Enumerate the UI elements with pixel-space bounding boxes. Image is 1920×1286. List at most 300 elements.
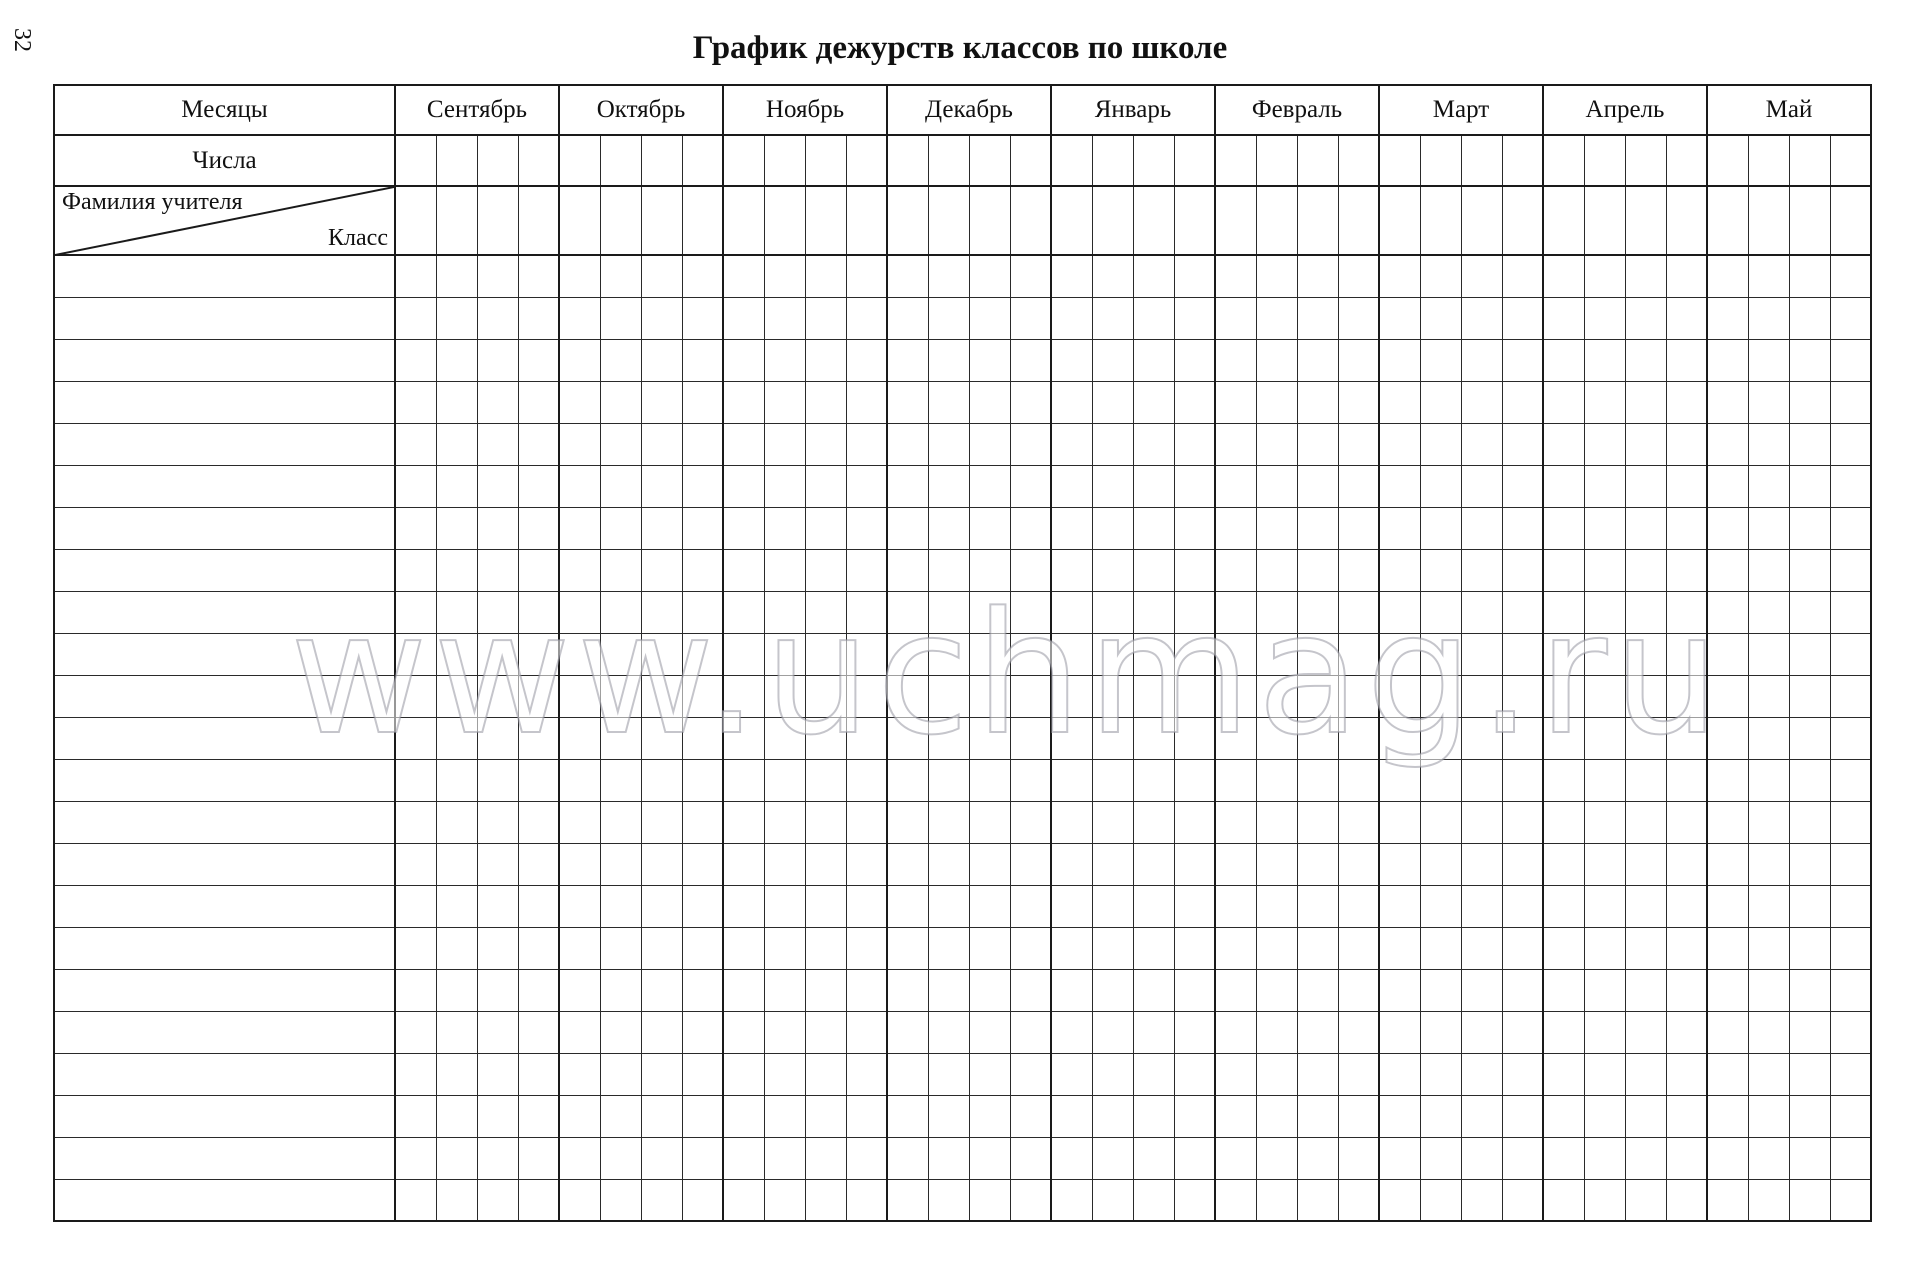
schedule-cell[interactable] xyxy=(1215,255,1256,297)
schedule-cell[interactable] xyxy=(1748,675,1789,717)
schedule-cell[interactable] xyxy=(1379,843,1420,885)
schedule-cell[interactable] xyxy=(1830,255,1871,297)
schedule-cell[interactable] xyxy=(887,843,928,885)
schedule-cell[interactable] xyxy=(682,969,723,1011)
schedule-cell[interactable] xyxy=(682,1179,723,1221)
schedule-cell[interactable] xyxy=(1379,801,1420,843)
schedule-cell[interactable] xyxy=(641,633,682,675)
schedule-cell[interactable] xyxy=(1461,423,1502,465)
schedule-cell[interactable] xyxy=(1092,1053,1133,1095)
schedule-cell[interactable] xyxy=(477,381,518,423)
schedule-cell[interactable] xyxy=(1256,927,1297,969)
schedule-cell[interactable] xyxy=(1010,969,1051,1011)
schedule-cell[interactable] xyxy=(1297,1011,1338,1053)
schedule-cell[interactable] xyxy=(641,465,682,507)
schedule-cell[interactable] xyxy=(1420,507,1461,549)
schedule-cell[interactable] xyxy=(1584,1137,1625,1179)
schedule-cell[interactable] xyxy=(764,591,805,633)
schedule-cell[interactable] xyxy=(559,423,600,465)
schedule-cell[interactable] xyxy=(1092,969,1133,1011)
schedule-cell[interactable] xyxy=(1707,465,1748,507)
schedule-cell[interactable] xyxy=(764,759,805,801)
schedule-cell[interactable] xyxy=(1338,843,1379,885)
schedule-cell[interactable] xyxy=(805,885,846,927)
schedule-cell[interactable] xyxy=(1789,549,1830,591)
schedule-cell[interactable] xyxy=(1174,507,1215,549)
schedule-cell[interactable] xyxy=(1461,885,1502,927)
schedule-cell[interactable] xyxy=(805,255,846,297)
schedule-cell[interactable] xyxy=(1502,633,1543,675)
schedule-cell[interactable] xyxy=(436,186,477,255)
schedule-cell[interactable] xyxy=(641,717,682,759)
schedule-cell[interactable] xyxy=(1092,507,1133,549)
schedule-cell[interactable] xyxy=(1625,801,1666,843)
schedule-cell[interactable] xyxy=(641,843,682,885)
schedule-cell[interactable] xyxy=(395,843,436,885)
schedule-cell[interactable] xyxy=(1051,549,1092,591)
schedule-cell[interactable] xyxy=(1461,339,1502,381)
schedule-cell[interactable] xyxy=(1215,591,1256,633)
schedule-cell[interactable] xyxy=(1502,1137,1543,1179)
schedule-cell[interactable] xyxy=(1010,675,1051,717)
schedule-cell[interactable] xyxy=(1543,507,1584,549)
schedule-cell[interactable] xyxy=(1502,717,1543,759)
schedule-cell[interactable] xyxy=(1297,1179,1338,1221)
schedule-cell[interactable] xyxy=(1707,1179,1748,1221)
teacher-name-cell[interactable] xyxy=(54,1011,395,1053)
schedule-cell[interactable] xyxy=(436,297,477,339)
schedule-cell[interactable] xyxy=(805,297,846,339)
schedule-cell[interactable] xyxy=(518,297,559,339)
schedule-cell[interactable] xyxy=(764,1011,805,1053)
schedule-cell[interactable] xyxy=(641,1137,682,1179)
schedule-cell[interactable] xyxy=(723,507,764,549)
schedule-cell[interactable] xyxy=(1543,927,1584,969)
schedule-cell[interactable] xyxy=(559,633,600,675)
schedule-cell[interactable] xyxy=(518,717,559,759)
schedule-cell[interactable] xyxy=(1461,1137,1502,1179)
schedule-cell[interactable] xyxy=(1010,255,1051,297)
schedule-cell[interactable] xyxy=(436,843,477,885)
schedule-cell[interactable] xyxy=(1174,969,1215,1011)
schedule-cell[interactable] xyxy=(764,801,805,843)
schedule-cell[interactable] xyxy=(1748,1053,1789,1095)
schedule-cell[interactable] xyxy=(641,507,682,549)
schedule-cell[interactable] xyxy=(1666,1053,1707,1095)
schedule-cell[interactable] xyxy=(1297,969,1338,1011)
schedule-cell[interactable] xyxy=(1215,885,1256,927)
schedule-cell[interactable] xyxy=(1338,1011,1379,1053)
schedule-cell[interactable] xyxy=(1133,255,1174,297)
schedule-cell[interactable] xyxy=(1297,927,1338,969)
schedule-cell[interactable] xyxy=(928,1011,969,1053)
schedule-cell[interactable] xyxy=(395,1179,436,1221)
schedule-cell[interactable] xyxy=(1010,549,1051,591)
schedule-cell[interactable] xyxy=(1461,297,1502,339)
schedule-cell[interactable] xyxy=(1256,759,1297,801)
schedule-cell[interactable] xyxy=(600,969,641,1011)
schedule-cell[interactable] xyxy=(1461,549,1502,591)
schedule-cell[interactable] xyxy=(1461,927,1502,969)
schedule-cell[interactable] xyxy=(928,633,969,675)
schedule-cell[interactable] xyxy=(969,969,1010,1011)
schedule-cell[interactable] xyxy=(969,675,1010,717)
schedule-cell[interactable] xyxy=(1748,843,1789,885)
schedule-cell[interactable] xyxy=(1789,843,1830,885)
schedule-cell[interactable] xyxy=(600,927,641,969)
schedule-cell[interactable] xyxy=(1215,633,1256,675)
schedule-cell[interactable] xyxy=(1666,1095,1707,1137)
schedule-cell[interactable] xyxy=(805,465,846,507)
schedule-cell[interactable] xyxy=(1748,1011,1789,1053)
schedule-cell[interactable] xyxy=(641,255,682,297)
schedule-cell[interactable] xyxy=(600,339,641,381)
schedule-cell[interactable] xyxy=(1707,339,1748,381)
schedule-cell[interactable] xyxy=(1461,381,1502,423)
schedule-cell[interactable] xyxy=(1051,507,1092,549)
schedule-cell[interactable] xyxy=(1215,1179,1256,1221)
schedule-cell[interactable] xyxy=(559,591,600,633)
schedule-cell[interactable] xyxy=(682,339,723,381)
schedule-cell[interactable] xyxy=(1379,759,1420,801)
schedule-cell[interactable] xyxy=(1502,507,1543,549)
schedule-cell[interactable] xyxy=(723,1011,764,1053)
schedule-cell[interactable] xyxy=(395,927,436,969)
schedule-cell[interactable] xyxy=(1420,759,1461,801)
schedule-cell[interactable] xyxy=(1666,591,1707,633)
schedule-cell[interactable] xyxy=(969,927,1010,969)
schedule-cell[interactable] xyxy=(1420,1053,1461,1095)
schedule-cell[interactable] xyxy=(1625,675,1666,717)
schedule-cell[interactable] xyxy=(1789,507,1830,549)
schedule-cell[interactable] xyxy=(1543,1179,1584,1221)
schedule-cell[interactable] xyxy=(1420,423,1461,465)
schedule-cell[interactable] xyxy=(559,549,600,591)
schedule-cell[interactable] xyxy=(1543,381,1584,423)
schedule-cell[interactable] xyxy=(764,135,805,186)
schedule-cell[interactable] xyxy=(1379,633,1420,675)
schedule-cell[interactable] xyxy=(1338,423,1379,465)
schedule-cell[interactable] xyxy=(846,1011,887,1053)
schedule-cell[interactable] xyxy=(887,801,928,843)
schedule-cell[interactable] xyxy=(1338,1137,1379,1179)
schedule-cell[interactable] xyxy=(1092,717,1133,759)
schedule-cell[interactable] xyxy=(1461,591,1502,633)
schedule-cell[interactable] xyxy=(395,297,436,339)
schedule-cell[interactable] xyxy=(1789,1053,1830,1095)
schedule-cell[interactable] xyxy=(477,255,518,297)
schedule-cell[interactable] xyxy=(1133,801,1174,843)
schedule-cell[interactable] xyxy=(1215,1053,1256,1095)
schedule-cell[interactable] xyxy=(641,297,682,339)
schedule-cell[interactable] xyxy=(723,255,764,297)
schedule-cell[interactable] xyxy=(969,1011,1010,1053)
schedule-cell[interactable] xyxy=(1297,675,1338,717)
schedule-cell[interactable] xyxy=(764,549,805,591)
schedule-cell[interactable] xyxy=(723,1053,764,1095)
schedule-cell[interactable] xyxy=(1748,465,1789,507)
schedule-cell[interactable] xyxy=(1215,801,1256,843)
schedule-cell[interactable] xyxy=(559,507,600,549)
schedule-cell[interactable] xyxy=(764,186,805,255)
schedule-cell[interactable] xyxy=(1666,717,1707,759)
schedule-cell[interactable] xyxy=(641,1011,682,1053)
schedule-cell[interactable] xyxy=(1133,591,1174,633)
schedule-cell[interactable] xyxy=(436,1095,477,1137)
schedule-cell[interactable] xyxy=(1010,1179,1051,1221)
schedule-cell[interactable] xyxy=(1256,1011,1297,1053)
schedule-cell[interactable] xyxy=(559,1011,600,1053)
schedule-cell[interactable] xyxy=(969,759,1010,801)
schedule-cell[interactable] xyxy=(887,339,928,381)
schedule-cell[interactable] xyxy=(1297,885,1338,927)
schedule-cell[interactable] xyxy=(846,675,887,717)
schedule-cell[interactable] xyxy=(518,759,559,801)
schedule-cell[interactable] xyxy=(1625,1137,1666,1179)
schedule-cell[interactable] xyxy=(1666,135,1707,186)
schedule-cell[interactable] xyxy=(846,1179,887,1221)
schedule-cell[interactable] xyxy=(764,633,805,675)
schedule-cell[interactable] xyxy=(1379,549,1420,591)
schedule-cell[interactable] xyxy=(1379,186,1420,255)
schedule-cell[interactable] xyxy=(1256,465,1297,507)
schedule-cell[interactable] xyxy=(846,1137,887,1179)
schedule-cell[interactable] xyxy=(928,255,969,297)
schedule-cell[interactable] xyxy=(1830,1011,1871,1053)
schedule-cell[interactable] xyxy=(1461,675,1502,717)
schedule-cell[interactable] xyxy=(1256,423,1297,465)
schedule-cell[interactable] xyxy=(436,927,477,969)
schedule-cell[interactable] xyxy=(846,591,887,633)
schedule-cell[interactable] xyxy=(1666,381,1707,423)
schedule-cell[interactable] xyxy=(723,759,764,801)
schedule-cell[interactable] xyxy=(600,591,641,633)
schedule-cell[interactable] xyxy=(1379,381,1420,423)
schedule-cell[interactable] xyxy=(969,297,1010,339)
schedule-cell[interactable] xyxy=(1420,381,1461,423)
schedule-cell[interactable] xyxy=(1092,801,1133,843)
schedule-cell[interactable] xyxy=(518,675,559,717)
schedule-cell[interactable] xyxy=(1789,339,1830,381)
schedule-cell[interactable] xyxy=(969,843,1010,885)
schedule-cell[interactable] xyxy=(1338,549,1379,591)
schedule-cell[interactable] xyxy=(1338,633,1379,675)
schedule-cell[interactable] xyxy=(1625,885,1666,927)
schedule-cell[interactable] xyxy=(518,591,559,633)
schedule-cell[interactable] xyxy=(723,423,764,465)
schedule-cell[interactable] xyxy=(1584,633,1625,675)
schedule-cell[interactable] xyxy=(1051,633,1092,675)
schedule-cell[interactable] xyxy=(436,549,477,591)
schedule-cell[interactable] xyxy=(846,465,887,507)
schedule-cell[interactable] xyxy=(1625,465,1666,507)
schedule-cell[interactable] xyxy=(1584,801,1625,843)
schedule-cell[interactable] xyxy=(1010,339,1051,381)
schedule-cell[interactable] xyxy=(969,423,1010,465)
schedule-cell[interactable] xyxy=(518,507,559,549)
schedule-cell[interactable] xyxy=(1666,297,1707,339)
schedule-cell[interactable] xyxy=(1543,969,1584,1011)
schedule-cell[interactable] xyxy=(1584,759,1625,801)
schedule-cell[interactable] xyxy=(1338,1053,1379,1095)
schedule-cell[interactable] xyxy=(1297,843,1338,885)
schedule-cell[interactable] xyxy=(1789,717,1830,759)
schedule-cell[interactable] xyxy=(1297,339,1338,381)
schedule-cell[interactable] xyxy=(723,1179,764,1221)
schedule-cell[interactable] xyxy=(1420,1011,1461,1053)
schedule-cell[interactable] xyxy=(1461,717,1502,759)
schedule-cell[interactable] xyxy=(1420,927,1461,969)
schedule-cell[interactable] xyxy=(436,969,477,1011)
schedule-cell[interactable] xyxy=(1051,297,1092,339)
schedule-cell[interactable] xyxy=(1707,675,1748,717)
schedule-cell[interactable] xyxy=(436,591,477,633)
schedule-cell[interactable] xyxy=(1092,591,1133,633)
schedule-cell[interactable] xyxy=(805,549,846,591)
schedule-cell[interactable] xyxy=(805,1137,846,1179)
schedule-cell[interactable] xyxy=(1051,186,1092,255)
schedule-cell[interactable] xyxy=(969,801,1010,843)
schedule-cell[interactable] xyxy=(846,135,887,186)
schedule-cell[interactable] xyxy=(1010,465,1051,507)
schedule-cell[interactable] xyxy=(1174,1011,1215,1053)
schedule-cell[interactable] xyxy=(1502,1095,1543,1137)
schedule-cell[interactable] xyxy=(723,339,764,381)
schedule-cell[interactable] xyxy=(1625,1095,1666,1137)
schedule-cell[interactable] xyxy=(1789,759,1830,801)
schedule-cell[interactable] xyxy=(1830,927,1871,969)
schedule-cell[interactable] xyxy=(887,1011,928,1053)
schedule-cell[interactable] xyxy=(1379,135,1420,186)
schedule-cell[interactable] xyxy=(1707,591,1748,633)
schedule-cell[interactable] xyxy=(1256,633,1297,675)
schedule-cell[interactable] xyxy=(1707,969,1748,1011)
schedule-cell[interactable] xyxy=(723,1095,764,1137)
schedule-cell[interactable] xyxy=(1215,297,1256,339)
schedule-cell[interactable] xyxy=(1379,1053,1420,1095)
schedule-cell[interactable] xyxy=(518,549,559,591)
schedule-cell[interactable] xyxy=(1010,843,1051,885)
schedule-cell[interactable] xyxy=(1133,186,1174,255)
schedule-cell[interactable] xyxy=(1338,1095,1379,1137)
schedule-cell[interactable] xyxy=(846,549,887,591)
schedule-cell[interactable] xyxy=(1133,1137,1174,1179)
schedule-cell[interactable] xyxy=(682,801,723,843)
schedule-cell[interactable] xyxy=(1379,339,1420,381)
schedule-cell[interactable] xyxy=(1215,927,1256,969)
schedule-cell[interactable] xyxy=(846,507,887,549)
schedule-cell[interactable] xyxy=(518,885,559,927)
schedule-cell[interactable] xyxy=(1543,1095,1584,1137)
schedule-cell[interactable] xyxy=(1420,1095,1461,1137)
schedule-cell[interactable] xyxy=(1502,135,1543,186)
schedule-cell[interactable] xyxy=(1092,843,1133,885)
schedule-cell[interactable] xyxy=(559,969,600,1011)
schedule-cell[interactable] xyxy=(764,297,805,339)
schedule-cell[interactable] xyxy=(682,549,723,591)
schedule-cell[interactable] xyxy=(436,717,477,759)
schedule-cell[interactable] xyxy=(395,591,436,633)
schedule-cell[interactable] xyxy=(1092,381,1133,423)
schedule-cell[interactable] xyxy=(764,255,805,297)
schedule-cell[interactable] xyxy=(764,969,805,1011)
schedule-cell[interactable] xyxy=(559,381,600,423)
schedule-cell[interactable] xyxy=(1174,549,1215,591)
schedule-cell[interactable] xyxy=(1666,1179,1707,1221)
schedule-cell[interactable] xyxy=(477,717,518,759)
schedule-cell[interactable] xyxy=(1010,507,1051,549)
schedule-cell[interactable] xyxy=(600,885,641,927)
teacher-name-cell[interactable] xyxy=(54,1179,395,1221)
schedule-cell[interactable] xyxy=(928,885,969,927)
schedule-cell[interactable] xyxy=(1502,591,1543,633)
schedule-cell[interactable] xyxy=(1748,381,1789,423)
schedule-cell[interactable] xyxy=(1830,759,1871,801)
schedule-cell[interactable] xyxy=(600,465,641,507)
schedule-cell[interactable] xyxy=(682,1137,723,1179)
schedule-cell[interactable] xyxy=(395,717,436,759)
schedule-cell[interactable] xyxy=(764,507,805,549)
schedule-cell[interactable] xyxy=(1420,465,1461,507)
schedule-cell[interactable] xyxy=(1174,927,1215,969)
schedule-cell[interactable] xyxy=(1502,339,1543,381)
schedule-cell[interactable] xyxy=(1256,339,1297,381)
schedule-cell[interactable] xyxy=(887,507,928,549)
schedule-cell[interactable] xyxy=(1338,885,1379,927)
schedule-cell[interactable] xyxy=(518,1011,559,1053)
schedule-cell[interactable] xyxy=(1338,759,1379,801)
teacher-name-cell[interactable] xyxy=(54,339,395,381)
schedule-cell[interactable] xyxy=(1830,969,1871,1011)
schedule-cell[interactable] xyxy=(1830,297,1871,339)
schedule-cell[interactable] xyxy=(1051,843,1092,885)
schedule-cell[interactable] xyxy=(477,297,518,339)
schedule-cell[interactable] xyxy=(1543,255,1584,297)
schedule-cell[interactable] xyxy=(1543,675,1584,717)
schedule-cell[interactable] xyxy=(1133,297,1174,339)
schedule-cell[interactable] xyxy=(1051,423,1092,465)
schedule-cell[interactable] xyxy=(1748,1137,1789,1179)
schedule-cell[interactable] xyxy=(846,801,887,843)
schedule-cell[interactable] xyxy=(887,297,928,339)
schedule-cell[interactable] xyxy=(1789,1137,1830,1179)
schedule-cell[interactable] xyxy=(846,927,887,969)
schedule-cell[interactable] xyxy=(1051,339,1092,381)
schedule-cell[interactable] xyxy=(436,423,477,465)
schedule-cell[interactable] xyxy=(805,381,846,423)
schedule-cell[interactable] xyxy=(1051,591,1092,633)
schedule-cell[interactable] xyxy=(1051,1053,1092,1095)
schedule-cell[interactable] xyxy=(764,1179,805,1221)
schedule-cell[interactable] xyxy=(395,1095,436,1137)
schedule-cell[interactable] xyxy=(1830,465,1871,507)
schedule-cell[interactable] xyxy=(600,423,641,465)
schedule-cell[interactable] xyxy=(846,297,887,339)
schedule-cell[interactable] xyxy=(682,507,723,549)
schedule-cell[interactable] xyxy=(518,969,559,1011)
schedule-cell[interactable] xyxy=(559,339,600,381)
schedule-cell[interactable] xyxy=(1256,135,1297,186)
schedule-cell[interactable] xyxy=(600,381,641,423)
schedule-cell[interactable] xyxy=(436,339,477,381)
schedule-cell[interactable] xyxy=(1051,801,1092,843)
schedule-cell[interactable] xyxy=(477,591,518,633)
schedule-cell[interactable] xyxy=(887,1095,928,1137)
schedule-cell[interactable] xyxy=(1215,465,1256,507)
schedule-cell[interactable] xyxy=(1748,759,1789,801)
schedule-cell[interactable] xyxy=(682,465,723,507)
schedule-cell[interactable] xyxy=(436,801,477,843)
